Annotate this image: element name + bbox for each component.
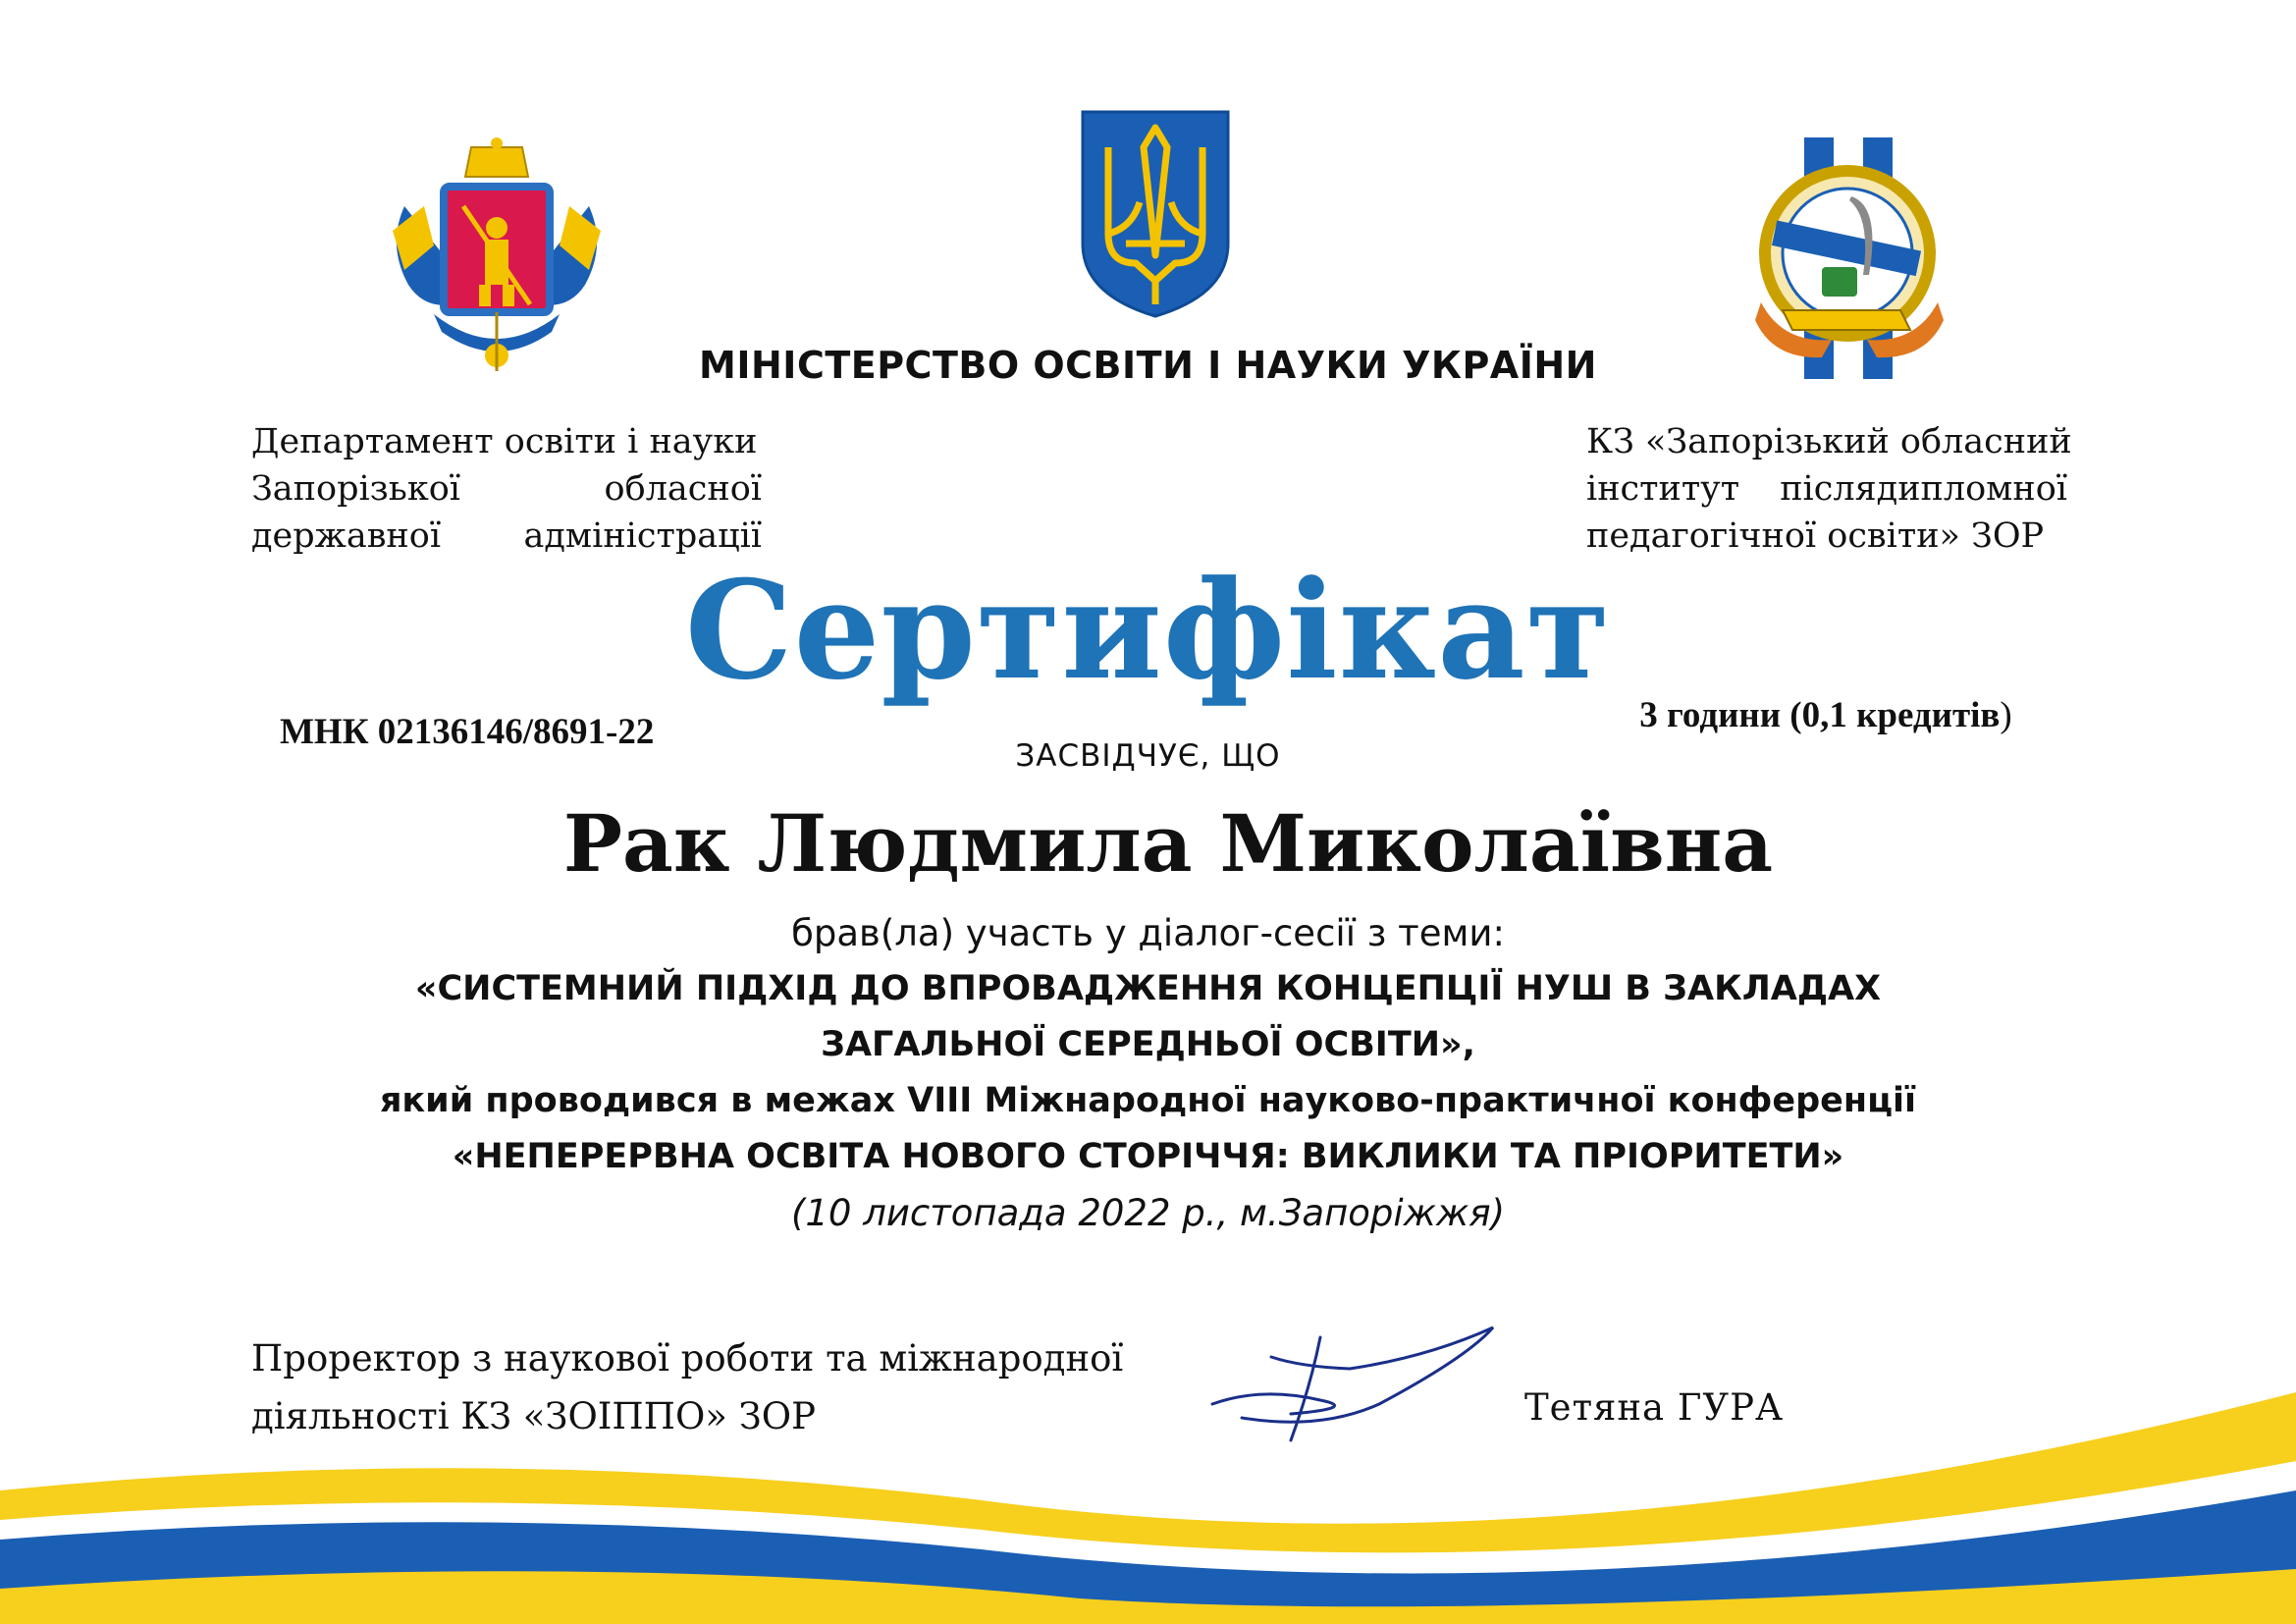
institute-line-3: педагогічної освіти» ЗОР [1586,516,2045,556]
signatory-name: Тетяна ГУРА [1524,1386,1785,1429]
conference-title: «НЕПЕРЕРВНА ОСВІТА НОВОГО СТОРІЧЧЯ: ВИКЛИКИ ТА ПРІОРИТЕТИ» [452,1137,1844,1176]
signatory-position-line-2: діяльності КЗ «ЗОІППО» ЗОР [251,1395,816,1437]
hours-credits-value: 3 години (0,1 кредитів [1639,695,2001,735]
hours-credits [1571,694,2081,736]
ukraine-trident-icon [1079,108,1232,318]
certificate-title: Сертифікат [684,550,1612,710]
certificate-body [0,905,2296,1241]
ministry-heading: МІНІСТЕРСТВО ОСВІТИ І НАУКИ УКРАЇНИ [699,344,1597,387]
institute-line-2: інститут післядипломної [1586,469,2067,509]
topic-line-1: «СИСТЕМНИЙ ПІДХІД ДО ВПРОВАДЖЕННЯ КОНЦЕПЦІЇ НУШ В ЗАКЛАДАХ [414,969,1882,1008]
recipient-name: Рак Людмила Миколаївна [562,797,1774,890]
flag-wave-decoration [0,1373,2296,1624]
certifies-label: ЗАСВІДЧУЄ, ЩО [1015,738,1281,774]
zaporizhzhia-coat-of-arms-icon [385,137,609,373]
certificate-number: МНК 02136146/8691-22 [280,712,655,752]
participation-text: брав(ла) участь у діалог-сесії з теми: [791,912,1505,954]
department-block [251,418,762,560]
institute-block [1586,418,2072,560]
conference-line: який проводився в межах VIII Міжнародної науково-практичної конференції [379,1081,1917,1120]
signatory-position-line-1: Проректор з наукової роботи та міжнародної [251,1337,1124,1380]
event-date: (10 листопада 2022 р., м.Запоріжжя) [790,1192,1506,1234]
institute-line-1: КЗ «Запорізький обласний [1586,422,2072,461]
department-line-3: державної адміністрації [251,516,762,556]
topic-line-2: ЗАГАЛЬНОЇ СЕРЕДНЬОЇ ОСВІТИ», [821,1025,1475,1064]
department-line-1: Департамент освіти і науки [251,422,758,461]
department-line-2: Запорізької обласної [251,469,762,509]
hours-credits-close: ) [2000,695,2012,735]
